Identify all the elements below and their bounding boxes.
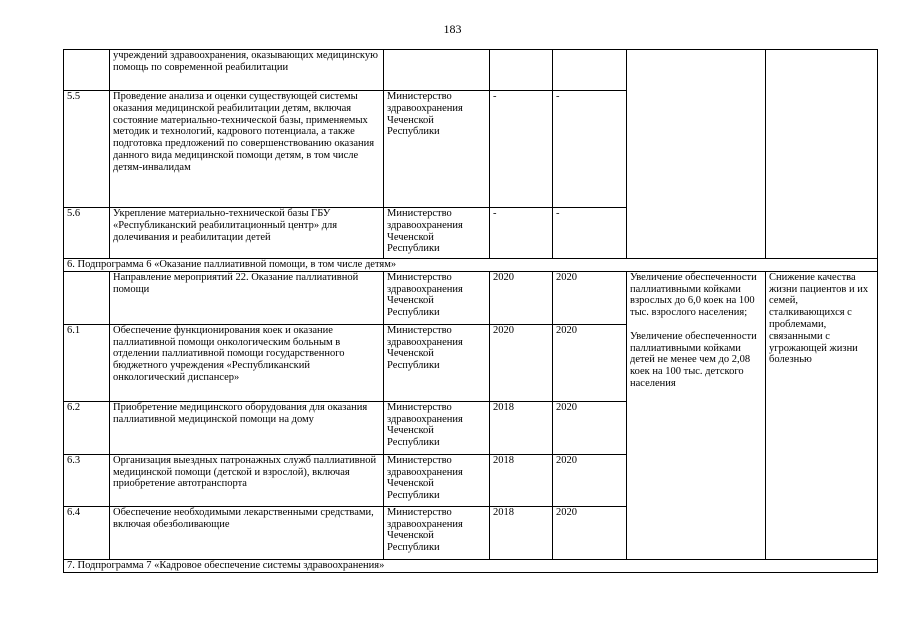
- section-header-row: [64, 259, 878, 272]
- year-start: 2020: [490, 271, 553, 324]
- year-start: 2018: [490, 506, 553, 559]
- executor: [384, 50, 490, 91]
- executor: Министерство здравоохранения Чеченской Республики: [384, 401, 490, 454]
- risk-description: Снижение качества жизни пациентов и их семей, сталкивающихся с проблемами, связанными с угрожающей жизни болезнью: [766, 271, 878, 559]
- row-number: 6.1: [64, 324, 110, 401]
- page-number: 183: [443, 22, 462, 36]
- executor: Министерство здравоохранения Чеченской Республики: [384, 91, 490, 208]
- row-number: 6.4: [64, 506, 110, 559]
- measure-text: Обеспечение необходимыми лекарственными средствами, включая обезболивающие: [110, 506, 384, 559]
- year-start: 2018: [490, 401, 553, 454]
- risk-empty: [766, 50, 878, 259]
- year-end: 2020: [553, 401, 627, 454]
- executor: Министерство здравоохранения Чеченской Республики: [384, 271, 490, 324]
- year-end: 2020: [553, 454, 627, 506]
- measure-text: Приобретение медицинского оборудования для оказания паллиативной медицинской помощи на дому: [110, 401, 384, 454]
- executor: Министерство здравоохранения Чеченской Республики: [384, 454, 490, 506]
- measures-table: [63, 49, 878, 573]
- measure-text: Обеспечение функционирования коек и оказание паллиативной помощи онкологическим больным в отделении паллиативной помощи государственного бюджетного учреждения «Республиканский онкологический диспансер»: [110, 324, 384, 401]
- executor: Министерство здравоохранения Чеченской Республики: [384, 506, 490, 559]
- year-start: -: [490, 91, 553, 208]
- table-row: [64, 271, 878, 324]
- row-number: 6.2: [64, 401, 110, 454]
- section-7-title: 7. Подпрограмма 7 «Кадровое обеспечение системы здравоохранения»: [64, 559, 878, 572]
- year-start: [490, 50, 553, 91]
- year-end: -: [553, 91, 627, 208]
- year-start: 2018: [490, 454, 553, 506]
- measure-text: Укрепление материально-технической базы ГБУ «Республиканский реабилитационный центр» для долечивания и реабилитации детей: [110, 208, 384, 259]
- measure-text: учреждений здравоохранения, оказывающих медицинскую помощь по современной реабилитации: [110, 50, 384, 91]
- year-end: 2020: [553, 324, 627, 401]
- row-number: [64, 50, 110, 91]
- row-number: [64, 271, 110, 324]
- year-start: -: [490, 208, 553, 259]
- measure-text: Организация выездных патронажных служб паллиативной медицинской помощи (детской и взрослой), включая приобретение автотранспорта: [110, 454, 384, 506]
- year-end: 2020: [553, 271, 627, 324]
- expected-result: Увеличение обеспеченности паллиативными койками взрослых до 6,0 коек на 100 тыс. взрослого населения; Увеличение обеспеченности паллиативными койками детей не менее чем до 2,08 коек на 100 тыс. детского населения: [627, 271, 766, 559]
- year-start: 2020: [490, 324, 553, 401]
- row-number: 5.6: [64, 208, 110, 259]
- year-end: [553, 50, 627, 91]
- expected-result-empty: [627, 50, 766, 259]
- executor: Министерство здравоохранения Чеченской Республики: [384, 208, 490, 259]
- row-number: 6.3: [64, 454, 110, 506]
- section-header-row: [64, 559, 878, 572]
- table-row: [64, 50, 878, 91]
- year-end: 2020: [553, 506, 627, 559]
- section-6-title: 6. Подпрограмма 6 «Оказание паллиативной помощи, в том числе детям»: [64, 259, 878, 272]
- year-end: -: [553, 208, 627, 259]
- measure-text: Проведение анализа и оценки существующей системы оказания медицинской реабилитации детям, включая состояние материально-технической базы, применяемых методик и технологий, кадрового потенциала, а также подготовка предложений по совершенствованию оказания данного вида медицинской помощи детям, в том числе детям-инвалидам: [110, 91, 384, 208]
- measure-text: Направление мероприятий 22. Оказание паллиативной помощи: [110, 271, 384, 324]
- row-number: 5.5: [64, 91, 110, 208]
- executor: Министерство здравоохранения Чеченской Республики: [384, 324, 490, 401]
